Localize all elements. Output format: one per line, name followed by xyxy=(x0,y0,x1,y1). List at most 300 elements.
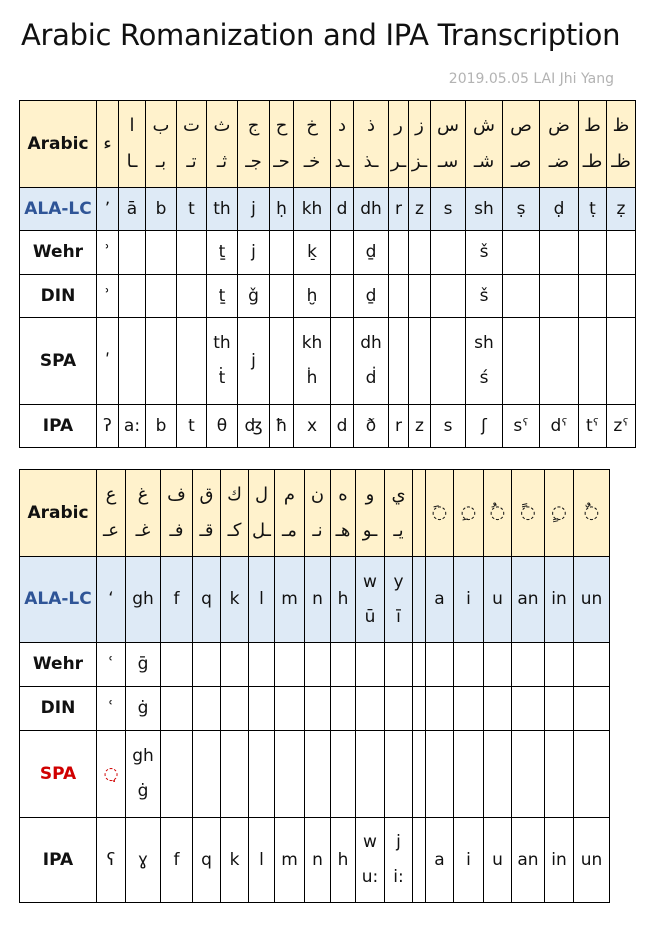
ala-cell xyxy=(540,188,579,231)
arabic-letter-cell xyxy=(545,470,574,557)
transcription-value: s xyxy=(443,415,453,436)
ala-cell xyxy=(146,188,177,231)
joined-form: هـ xyxy=(335,520,351,541)
din-cell xyxy=(97,275,119,318)
din-cell xyxy=(409,275,431,318)
joined-form: كـ xyxy=(227,520,242,541)
transcription-value: f xyxy=(173,849,180,870)
ipa-cell xyxy=(97,405,119,448)
transcription-value: un xyxy=(580,589,603,609)
isolated-form: ك xyxy=(227,484,242,505)
wehr-cell xyxy=(161,643,193,687)
transcription-value: k̠ xyxy=(307,242,317,262)
ipa-cell xyxy=(385,818,413,903)
spa-cell xyxy=(454,731,484,818)
spa-cell xyxy=(512,731,545,818)
arabic-letter-cell xyxy=(331,101,354,188)
joined-form: يـ xyxy=(393,520,404,541)
wehr-cell xyxy=(193,643,221,687)
joined-form: ثـ xyxy=(216,151,228,172)
transcription-value: ś xyxy=(479,368,489,388)
transcription-value: n xyxy=(312,849,323,870)
transcription-value: ʼ xyxy=(104,198,111,219)
transcription-value: y xyxy=(393,571,404,592)
spa-cell xyxy=(161,731,193,818)
ipa-cell xyxy=(431,405,466,448)
din-cell xyxy=(426,687,454,731)
transcription-value: ʔ xyxy=(103,415,112,436)
transcription-value: z xyxy=(415,415,424,436)
isolated-form: ي xyxy=(391,484,406,505)
isolated-form: ص xyxy=(510,115,532,136)
isolated-form: ◌ً xyxy=(520,502,536,523)
spa-cell xyxy=(356,731,385,818)
transcription-value: q xyxy=(201,849,212,870)
ipa-cell xyxy=(270,405,294,448)
spa-cell xyxy=(305,731,331,818)
transcription-value: ð xyxy=(365,415,377,436)
arabic-letter-cell xyxy=(409,101,431,188)
arabic-letter-cell xyxy=(389,101,409,188)
transcription-value: d xyxy=(336,198,348,219)
ipa-cell xyxy=(126,818,161,903)
din-cell xyxy=(270,275,294,318)
ala-cell xyxy=(545,557,574,643)
transcription-value: ʻ xyxy=(108,589,114,609)
transcription-value: i: xyxy=(393,867,404,887)
transcription-value: zˤ xyxy=(613,415,629,436)
arabic-letter-cell xyxy=(275,470,305,557)
transcription-value: ṯ xyxy=(218,242,226,262)
ipa-cell xyxy=(503,405,540,448)
isolated-form: ق xyxy=(199,484,214,505)
row-spa xyxy=(20,318,636,405)
ipa-cell xyxy=(221,818,249,903)
wehr-cell xyxy=(146,231,177,275)
isolated-form: ض xyxy=(548,115,570,136)
arabic-letter-cell xyxy=(305,470,331,557)
transcription-value: ʤ xyxy=(244,415,263,436)
joined-form: سـ xyxy=(437,151,459,172)
wehr-cell xyxy=(331,231,354,275)
transcription-value: ɣ xyxy=(137,849,149,870)
spa-cell xyxy=(249,731,275,818)
transcription-value: ʹ xyxy=(105,350,110,371)
transcription-value: ṫ xyxy=(218,368,226,388)
din-cell xyxy=(238,275,270,318)
joined-form: طـ xyxy=(582,151,603,172)
arabic-letter-cell xyxy=(512,470,545,557)
spa-cell xyxy=(413,731,426,818)
wehr-cell xyxy=(484,643,512,687)
isolated-form: ج xyxy=(247,115,260,136)
transcription-value: r xyxy=(395,198,402,219)
din-cell xyxy=(484,687,512,731)
transcription-value: ḏ xyxy=(365,242,377,262)
transcription-table-2 xyxy=(19,469,610,903)
ala-cell xyxy=(454,557,484,643)
wehr-cell xyxy=(177,231,207,275)
transcription-value: š xyxy=(479,242,489,262)
wehr-cell xyxy=(97,231,119,275)
wehr-cell xyxy=(409,231,431,275)
transcription-value: t xyxy=(188,415,195,436)
arabic-letter-cell xyxy=(97,101,119,188)
din-cell xyxy=(119,275,146,318)
transcription-value: d xyxy=(336,415,348,436)
row-label-din: DIN xyxy=(20,687,97,731)
isolated-form: ط xyxy=(584,115,601,136)
isolated-form: غ xyxy=(137,484,149,505)
ala-cell xyxy=(97,557,126,643)
transcription-value: z xyxy=(415,198,424,219)
ala-cell xyxy=(193,557,221,643)
transcription-value: h xyxy=(337,849,349,870)
din-cell xyxy=(356,687,385,731)
ala-cell xyxy=(207,188,238,231)
ala-cell xyxy=(249,557,275,643)
row-din xyxy=(20,687,610,731)
row-spa xyxy=(20,731,610,818)
spa-cell xyxy=(579,318,607,405)
spa-cell xyxy=(484,731,512,818)
wehr-cell xyxy=(426,643,454,687)
joined-form: ـا xyxy=(126,151,138,172)
transcription-value: gh xyxy=(132,746,154,766)
row-label-wehr: Wehr xyxy=(20,231,97,275)
wehr-cell xyxy=(249,643,275,687)
ipa-cell xyxy=(484,818,512,903)
spa-cell xyxy=(331,318,354,405)
wehr-cell xyxy=(466,231,503,275)
transcription-value: ḋ xyxy=(365,368,377,388)
ipa-cell xyxy=(161,818,193,903)
ala-cell xyxy=(331,188,354,231)
transcription-value: ṣ xyxy=(516,198,526,219)
ala-cell xyxy=(385,557,413,643)
din-cell xyxy=(97,687,126,731)
ala-cell xyxy=(221,557,249,643)
spa-cell xyxy=(275,731,305,818)
row-ipa xyxy=(20,818,610,903)
transcription-value: ī xyxy=(396,606,401,627)
arabic-letter-cell xyxy=(238,101,270,188)
isolated-form: ش xyxy=(473,115,495,136)
ipa-cell xyxy=(294,405,331,448)
transcription-value: ġ xyxy=(137,781,149,801)
din-cell xyxy=(503,275,540,318)
ala-cell xyxy=(484,557,512,643)
arabic-letter-cell xyxy=(579,101,607,188)
din-cell xyxy=(249,687,275,731)
transcription-value: sh xyxy=(474,198,494,219)
spa-cell xyxy=(207,318,238,405)
isolated-form: ب xyxy=(152,115,170,136)
arabic-letter-cell xyxy=(270,101,294,188)
spa-cell xyxy=(389,318,409,405)
arabic-letter-cell xyxy=(97,470,126,557)
isolated-form: ر xyxy=(394,115,403,136)
isolated-form: ع xyxy=(105,484,117,505)
arabic-letter-cell xyxy=(454,470,484,557)
ipa-cell xyxy=(579,405,607,448)
ala-cell xyxy=(97,188,119,231)
arabic-letter-cell xyxy=(607,101,636,188)
ipa-cell xyxy=(389,405,409,448)
joined-form: ـو xyxy=(362,520,378,541)
arabic-letter-cell xyxy=(331,470,356,557)
ipa-cell xyxy=(305,818,331,903)
ala-cell xyxy=(161,557,193,643)
din-cell xyxy=(545,687,574,731)
joined-form: ـز xyxy=(411,151,428,172)
din-cell xyxy=(294,275,331,318)
ipa-cell xyxy=(193,818,221,903)
row-ala xyxy=(20,557,610,643)
isolated-form: ا xyxy=(129,115,135,136)
din-cell xyxy=(161,687,193,731)
din-cell xyxy=(431,275,466,318)
ala-cell xyxy=(354,188,389,231)
transcription-value: ǧ xyxy=(248,285,259,306)
transcription-value: s xyxy=(443,198,453,219)
isolated-form: ◌ٍ xyxy=(551,502,567,523)
din-cell xyxy=(385,687,413,731)
spa-cell xyxy=(385,731,413,818)
ala-cell xyxy=(270,188,294,231)
din-cell xyxy=(207,275,238,318)
row-arabic xyxy=(20,101,636,188)
transcription-value: kh xyxy=(301,333,323,353)
wehr-cell xyxy=(221,643,249,687)
row-label-din: DIN xyxy=(20,275,97,318)
wehr-cell xyxy=(275,643,305,687)
ipa-cell xyxy=(409,405,431,448)
transcription-value: i xyxy=(466,589,471,609)
row-ipa xyxy=(20,405,636,448)
transcription-value: sh xyxy=(474,333,494,353)
wehr-cell xyxy=(331,643,356,687)
transcription-value: ḣ xyxy=(306,368,318,388)
spa-cell xyxy=(409,318,431,405)
ala-cell xyxy=(126,557,161,643)
transcription-value: u xyxy=(492,589,503,609)
joined-form: ـر xyxy=(390,151,407,172)
transcription-value: un xyxy=(580,849,603,870)
ipa-cell xyxy=(545,818,574,903)
isolated-form: د xyxy=(337,115,346,136)
ipa-cell xyxy=(354,405,389,448)
transcription-value: š xyxy=(479,285,489,306)
arabic-letter-cell xyxy=(193,470,221,557)
transcription-value: dˤ xyxy=(550,415,568,436)
transcription-value: ʾ xyxy=(104,285,111,306)
transcription-value: in xyxy=(551,589,567,609)
ipa-cell xyxy=(512,818,545,903)
ala-cell xyxy=(305,557,331,643)
ala-cell xyxy=(426,557,454,643)
transcription-value: w xyxy=(363,832,377,852)
ipa-cell xyxy=(413,818,426,903)
arabic-letter-cell xyxy=(249,470,275,557)
spa-cell xyxy=(426,731,454,818)
row-wehr xyxy=(20,643,610,687)
page-title: Arabic Romanization and IPA Transcription xyxy=(21,18,621,52)
arabic-letter-cell xyxy=(126,470,161,557)
spa-cell xyxy=(193,731,221,818)
din-cell xyxy=(540,275,579,318)
transcription-value: ẓ xyxy=(616,198,626,219)
transcription-value: ġ xyxy=(137,698,149,718)
spa-cell xyxy=(331,731,356,818)
arabic-letter-cell xyxy=(356,470,385,557)
ala-cell xyxy=(466,188,503,231)
transcription-value: j xyxy=(251,198,256,219)
transcription-value: a xyxy=(434,589,445,609)
transcription-value: l xyxy=(259,589,264,609)
transcription-value: an xyxy=(517,849,539,870)
transcription-value: ʃ xyxy=(481,415,487,436)
ala-cell xyxy=(331,557,356,643)
wehr-cell xyxy=(431,231,466,275)
wehr-cell xyxy=(503,231,540,275)
arabic-letter-cell xyxy=(413,470,426,557)
row-label-ipa: IPA xyxy=(20,818,97,903)
ala-cell xyxy=(512,557,545,643)
transcription-value: an xyxy=(517,589,539,609)
spa-cell xyxy=(221,731,249,818)
arabic-letter-cell xyxy=(503,101,540,188)
din-cell xyxy=(331,687,356,731)
transcription-value: ʕ xyxy=(106,849,116,870)
joined-form: عـ xyxy=(102,520,119,541)
transcription-value: j xyxy=(251,350,256,371)
wehr-cell xyxy=(540,231,579,275)
transcription-value: j xyxy=(251,242,256,262)
spa-cell xyxy=(238,318,270,405)
arabic-letter-cell xyxy=(119,101,146,188)
joined-form: بـ xyxy=(155,151,167,172)
spa-cell xyxy=(354,318,389,405)
transcription-value: ◌̣ xyxy=(103,763,119,784)
arabic-letter-cell xyxy=(161,470,193,557)
spa-cell xyxy=(503,318,540,405)
transcription-value: l xyxy=(259,849,264,870)
din-cell xyxy=(305,687,331,731)
din-cell xyxy=(177,275,207,318)
arabic-letter-cell xyxy=(207,101,238,188)
isolated-form: ل xyxy=(254,484,269,505)
joined-form: ظـ xyxy=(611,151,631,172)
joined-form: قـ xyxy=(199,520,214,541)
transcription-value: dh xyxy=(360,198,382,219)
ala-cell xyxy=(177,188,207,231)
transcription-value: ḫ xyxy=(306,285,318,306)
transcription-value: t xyxy=(188,198,195,219)
din-cell xyxy=(466,275,503,318)
row-label-ala: ALA-LC xyxy=(20,188,97,231)
din-cell xyxy=(354,275,389,318)
ala-cell xyxy=(607,188,636,231)
ipa-cell xyxy=(249,818,275,903)
arabic-letter-cell xyxy=(354,101,389,188)
arabic-letter-cell xyxy=(385,470,413,557)
joined-form: فـ xyxy=(169,520,184,541)
din-cell xyxy=(193,687,221,731)
wehr-cell xyxy=(512,643,545,687)
transcription-value: m xyxy=(281,849,298,870)
transcription-value: u: xyxy=(361,867,379,887)
spa-cell xyxy=(545,731,574,818)
transcription-value: ḍ xyxy=(553,198,565,219)
wehr-cell xyxy=(119,231,146,275)
transcription-value: x xyxy=(306,415,318,436)
isolated-form: خ xyxy=(306,115,318,136)
spa-cell xyxy=(97,731,126,818)
wehr-cell xyxy=(354,231,389,275)
transcription-value: th xyxy=(213,198,231,219)
ipa-cell xyxy=(177,405,207,448)
wehr-cell xyxy=(579,231,607,275)
isolated-form: ◌ِ xyxy=(460,502,477,523)
arabic-letter-cell xyxy=(146,101,177,188)
spa-cell xyxy=(177,318,207,405)
spa-cell xyxy=(574,731,610,818)
din-cell xyxy=(413,687,426,731)
joined-form: تـ xyxy=(186,151,197,172)
transcription-value: b xyxy=(155,415,167,436)
spa-cell xyxy=(146,318,177,405)
row-label-arabic: Arabic xyxy=(20,101,97,188)
joined-form: مـ xyxy=(282,520,297,541)
row-label-spa: SPA xyxy=(20,731,97,818)
din-cell xyxy=(221,687,249,731)
isolated-form: ظ xyxy=(612,115,630,136)
arabic-letter-cell xyxy=(431,101,466,188)
isolated-form: ن xyxy=(310,484,325,505)
ipa-cell xyxy=(331,405,354,448)
isolated-form: ث xyxy=(213,115,231,136)
joined-form: حـ xyxy=(273,151,290,172)
din-cell xyxy=(454,687,484,731)
ala-cell xyxy=(503,188,540,231)
wehr-cell xyxy=(545,643,574,687)
transcription-value: th xyxy=(213,333,231,353)
transcription-value: a: xyxy=(123,415,141,436)
ipa-cell xyxy=(356,818,385,903)
transcription-value: k xyxy=(229,589,240,609)
arabic-letter-cell xyxy=(177,101,207,188)
transcription-value: ḡ xyxy=(137,654,149,674)
arabic-letter-cell xyxy=(540,101,579,188)
din-cell xyxy=(574,687,610,731)
row-label-ipa: IPA xyxy=(20,405,97,448)
ala-cell xyxy=(119,188,146,231)
din-cell xyxy=(389,275,409,318)
isolated-form: ف xyxy=(167,484,186,505)
row-ala xyxy=(20,188,636,231)
ala-cell xyxy=(275,557,305,643)
spa-cell xyxy=(119,318,146,405)
isolated-form: ◌َ xyxy=(431,502,448,523)
ala-cell xyxy=(431,188,466,231)
spa-cell xyxy=(431,318,466,405)
isolated-form: ء xyxy=(103,133,112,154)
row-din xyxy=(20,275,636,318)
ipa-cell xyxy=(97,818,126,903)
ala-cell xyxy=(574,557,610,643)
joined-form: غـ xyxy=(135,520,151,541)
